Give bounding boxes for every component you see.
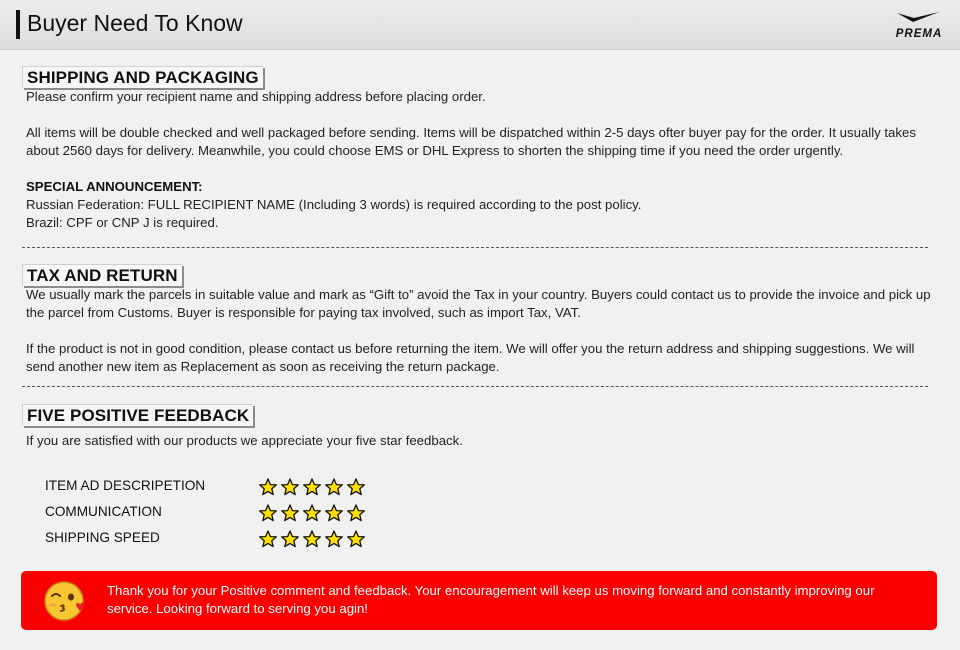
star-icon — [281, 530, 299, 548]
rating-label: SHIPPING SPEED — [45, 530, 160, 545]
tax-heading: TAX AND RETURN — [22, 264, 182, 286]
star-icon — [259, 504, 277, 522]
star-icon — [259, 478, 277, 496]
page-title: Buyer Need To Know — [27, 10, 243, 36]
header-bar — [0, 0, 960, 50]
shipping-heading: SHIPPING AND PACKAGING — [22, 66, 263, 88]
feedback-heading: FIVE POSITIVE FEEDBACK — [22, 404, 253, 426]
announcement-russia: Russian Federation: FULL RECIPIENT NAME (Including 3 words) is required according to the post policy. — [26, 197, 642, 212]
rating-label: COMMUNICATION — [45, 504, 162, 519]
section-divider — [22, 247, 928, 248]
star-icon — [303, 530, 321, 548]
banner-text: Thank you for your Positive comment and feedback. Your encouragement will keep us moving forward and constantly improving our service. Looking forward to serving you agin! — [107, 583, 875, 616]
star-icon — [325, 478, 343, 496]
rating-row — [45, 529, 365, 549]
logo-text: PREMA — [895, 28, 943, 40]
brand-logo — [885, 10, 953, 42]
shipping-paragraph-1: Please confirm your recipient name and shipping address before placing order. — [26, 89, 486, 104]
tax-paragraph-2: If the product is not in good condition, please contact us before returning the item. We will offer you the return address and shipping suggestions. We will send another new item as Replacement as soon as receiving the return package. — [26, 341, 915, 374]
announcement-brazil: Brazil: CPF or CNP J is required. — [26, 215, 219, 230]
rating-row — [45, 503, 365, 523]
star-icon — [325, 504, 343, 522]
logo-swoosh-icon — [895, 10, 941, 26]
rating-stars — [259, 530, 369, 548]
thank-you-banner — [21, 571, 937, 630]
star-icon — [259, 530, 277, 548]
shipping-paragraph-2: All items will be double checked and well packaged before sending. Items will be dispatched within 2-5 days ofter buyer pay for the order. It usually takes about 2560 days for delivery. Meanwhile, you could choose EMS or DHL Express to shorten the shipping time if you need the order urgently. — [26, 125, 916, 158]
star-icon — [325, 530, 343, 548]
rating-stars — [259, 504, 369, 522]
star-icon — [347, 478, 365, 496]
star-icon — [303, 504, 321, 522]
feedback-intro: If you are satisfied with our products we appreciate your five star feedback. — [26, 433, 463, 448]
star-icon — [347, 530, 365, 548]
star-icon — [281, 478, 299, 496]
section-divider — [22, 386, 928, 387]
rating-label: ITEM AD DESCRIPETION — [45, 478, 206, 493]
kiss-emoji-icon — [43, 580, 87, 622]
tax-paragraph-1: We usually mark the parcels in suitable value and mark as “Gift to” avoid the Tax in your country. Buyers could contact us to provide the invoice and pick up the parcel from Customs. Buyer is responsible for paying tax involved, such as import Tax, VAT. — [26, 287, 931, 320]
star-icon — [281, 504, 299, 522]
star-icon — [303, 478, 321, 496]
star-icon — [347, 504, 365, 522]
rating-stars — [259, 478, 369, 496]
rating-row — [45, 477, 365, 497]
title-accent-bar — [16, 10, 20, 39]
announcement-title: SPECIAL ANNOUNCEMENT: — [26, 179, 203, 194]
